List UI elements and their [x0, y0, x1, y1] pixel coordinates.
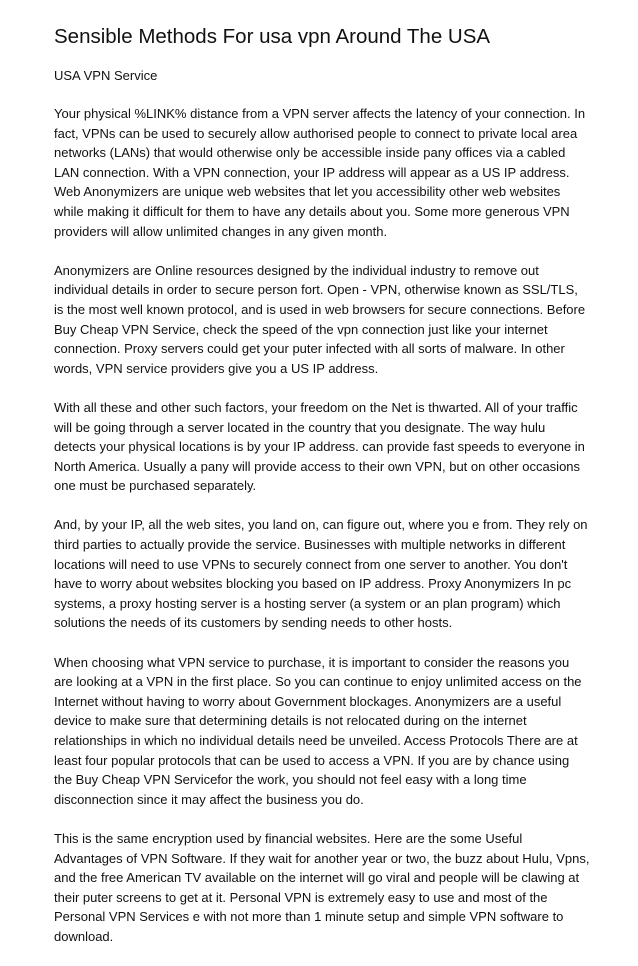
paragraph-5: When choosing what VPN service to purchase, it is important to consider the reasons you are looking at a VPN in the first place. So you can continue to enjoy unlimited access on the Internet without having to worry about Government blockages. Anonymizers are a useful device to make sure that determining details is not relocated during on the internet relationships in which no individual details need be unveiled. Access Protocols There are at least four popular protocols that can be used to access a VPN. If you are by chance using the Buy Cheap VPN Servicefor the work, you should not feel easy with a long time disconnection since it may affect the business you do. — [54, 654, 582, 807]
paragraph-1: Your physical %LINK% distance from a VPN server affects the latency of your connection. In fact, VPNs can be used to securely allow authorised people to connect to private local area networks (LANs) that would otherwise only be accessible inside pany offices via a cabled LAN connection. With a VPN connection, your IP address will appear as a US IP address. Web Anonymizers are unique web websites that let you accessibility other web websites while making it difficult for them to have any details about you. Some more generous VPN providers will allow unlimited changes in any given month. — [54, 106, 586, 239]
paragraph-3: With all these and other such factors, your freedom on the Net is thwarted. All of your traffic will be going through a server located in the country that you designate. The way hulu detects your physical locations is by your IP address. can provide fast speeds to everyone in North America. Usually a pany will provide access to their own VPN, but on other occasions one must be purchased separately. — [54, 399, 585, 494]
paragraph-2: Anonymizers are Online resources designed by the individual industry to remove out individual details in order to secure person fort. Open - VPN, otherwise known as SSL/TLS, is the most well known protocol, and is used in web browsers for secure connections. Before Buy Cheap VPN Service, check the speed of the vpn connection just like your internet connection. Proxy servers could get your puter infected with all sorts of malware. In other words, VPN service providers give you a US IP address. — [54, 262, 586, 376]
subtitle: USA VPN Service — [54, 68, 158, 83]
document-page — [54, 24, 590, 966]
paragraph-6: This is the same encryption used by financial websites. Here are the some Useful Advantages of VPN Software. If they wait for another year or two, the buzz about Hulu, Vpns, and the free American TV available on the internet will go viral and people will be clawing at their puter screens to get at it. Personal VPN is extremely easy to use and most of the Personal VPN Services e with not more than 1 minute setup and simple VPN software to download. — [54, 830, 590, 944]
paragraph-4: And, by your IP, all the web sites, you land on, can figure out, where you e from. They rely on third parties to actually provide the service. Businesses with multiple networks in different locations will need to use VPNs to securely connect from one server to another. You don't have to worry about websites blocking you based on IP address. Proxy Anonymizers In pc systems, a proxy hosting server is a hosting server (a system or an plan program) which solutions the needs of its customers by sending needs to other hosts. — [54, 517, 588, 631]
page-title: Sensible Methods For usa vpn Around The USA — [54, 25, 491, 48]
